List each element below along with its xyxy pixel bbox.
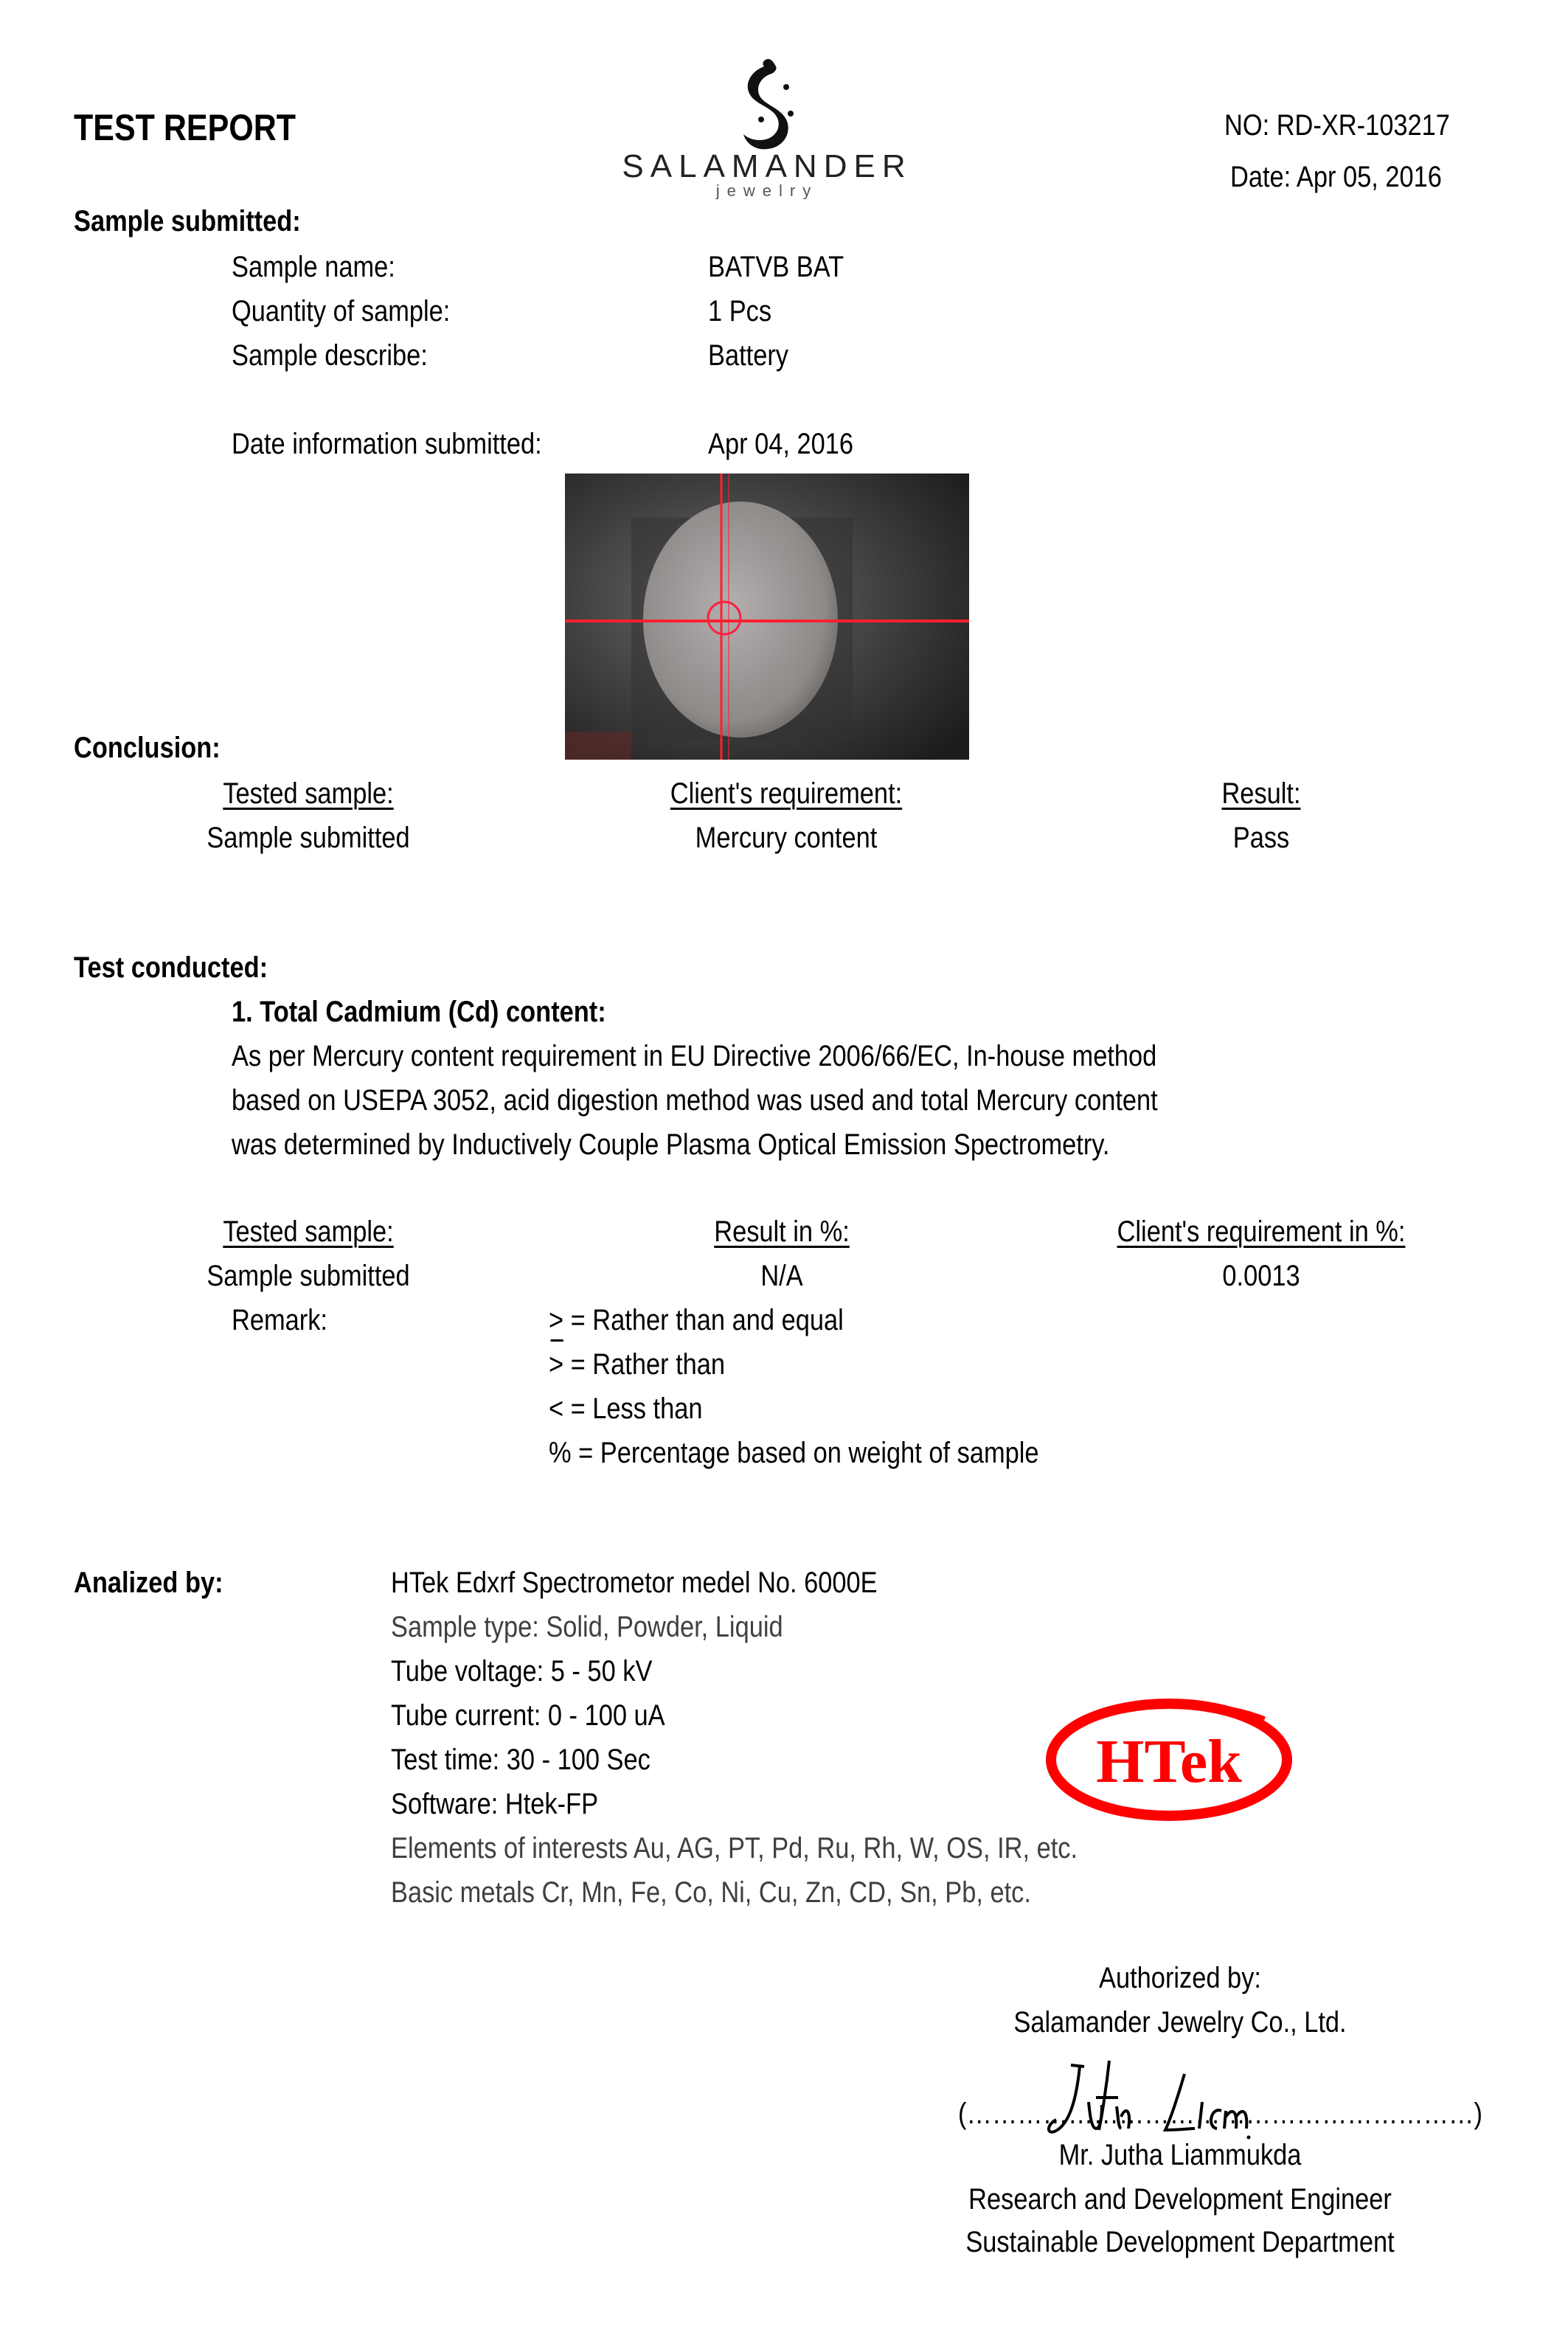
analyzed-label: Analized by: xyxy=(74,1567,223,1599)
analyzer-line: Test time: 30 - 100 Sec xyxy=(391,1744,651,1776)
report-date: Date: Apr 05, 2016 xyxy=(1230,161,1442,193)
test-col-result: Result in %: xyxy=(714,1215,850,1248)
signature-line: (……………………………………………………) xyxy=(958,2098,1482,2130)
remark-item: % = Percentage based on weight of sample xyxy=(549,1437,1039,1469)
quantity-label: Quantity of sample: xyxy=(232,295,451,327)
test-tested-value: Sample submitted xyxy=(207,1260,410,1292)
test-paragraph-line: As per Mercury content requirement in EU Directive 2006/66/EC, In-house method xyxy=(232,1040,1157,1072)
describe-label: Sample describe: xyxy=(232,339,428,372)
conclusion-col-tested: Tested sample: xyxy=(223,777,394,810)
signer-title: Research and Development Engineer xyxy=(968,2183,1392,2216)
analyzer-line: Software: Htek-FP xyxy=(391,1788,599,1820)
conclusion-tested-value: Sample submitted xyxy=(207,822,410,854)
test-heading: Test conducted: xyxy=(74,951,268,984)
report-number: NO: RD-XR-103217 xyxy=(1224,109,1450,142)
analyzer-line: Elements of interests Au, AG, PT, Pd, Ru, Rh, W, OS, IR, etc. xyxy=(391,1832,1078,1864)
date-submitted-value: Apr 04, 2016 xyxy=(708,428,853,460)
quantity-value: 1 Pcs xyxy=(708,295,772,327)
authorized-company: Salamander Jewelry Co., Ltd. xyxy=(1013,2006,1347,2039)
conclusion-col-result: Result: xyxy=(1221,777,1301,810)
signer-department: Sustainable Development Department xyxy=(965,2226,1395,2258)
date-submitted-label: Date information submitted: xyxy=(232,428,542,460)
remark-item: < = Less than xyxy=(549,1392,703,1425)
logo-sub: jewelry xyxy=(715,181,819,199)
salamander-icon xyxy=(743,59,794,149)
analyzer-line: HTek Edxrf Spectrometor medel No. 6000E xyxy=(391,1567,878,1599)
test-col-tested: Tested sample: xyxy=(223,1215,394,1248)
htek-logo-text: HTek xyxy=(1096,1727,1242,1796)
authorized-label: Authorized by: xyxy=(1099,1962,1261,1994)
test-requirement-value: 0.0013 xyxy=(1222,1260,1300,1292)
sample-name-value: BATVB BAT xyxy=(708,251,844,283)
remark-item: > = Rather than xyxy=(549,1348,726,1381)
analyzer-line: Sample type: Solid, Powder, Liquid xyxy=(391,1611,783,1643)
sample-name-label: Sample name: xyxy=(232,251,395,283)
analyzer-line: Tube current: 0 - 100 uA xyxy=(391,1699,665,1732)
report-title: TEST REPORT xyxy=(74,107,296,148)
conclusion-heading: Conclusion: xyxy=(74,732,221,764)
analyzer-line: Tube voltage: 5 - 50 kV xyxy=(391,1655,653,1687)
conclusion-result-value: Pass xyxy=(1232,822,1290,854)
conclusion-requirement-value: Mercury content xyxy=(695,822,878,854)
conclusion-col-requirement: Client's requirement: xyxy=(670,777,903,810)
htek-logo xyxy=(1044,1696,1294,1825)
analyzer-line: Basic metals Cr, Mn, Fe, Co, Ni, Cu, Zn, CD, Sn, Pb, etc. xyxy=(391,1876,1031,1909)
salamander-logo xyxy=(605,52,929,199)
test-paragraph-line: was determined by Inductively Couple Plasma Optical Emission Spectrometry. xyxy=(232,1128,1110,1161)
logo-brand: SALAMANDER xyxy=(622,148,912,184)
describe-value: Battery xyxy=(708,339,788,372)
test-item-title: 1. Total Cadmium (Cd) content: xyxy=(232,996,606,1028)
remark-item: > = Rather than and equal xyxy=(549,1305,844,1335)
remark-label: Remark: xyxy=(232,1304,327,1336)
test-col-requirement: Client's requirement in %: xyxy=(1117,1215,1406,1248)
underline-mark xyxy=(551,1339,563,1342)
test-paragraph-line: based on USEPA 3052, acid digestion method was used and total Mercury content xyxy=(232,1084,1158,1117)
sample-heading: Sample submitted: xyxy=(74,205,301,237)
signer-name: Mr. Jutha Liammukda xyxy=(1058,2139,1302,2171)
test-result-value: N/A xyxy=(760,1260,803,1292)
sample-photo xyxy=(565,473,969,760)
